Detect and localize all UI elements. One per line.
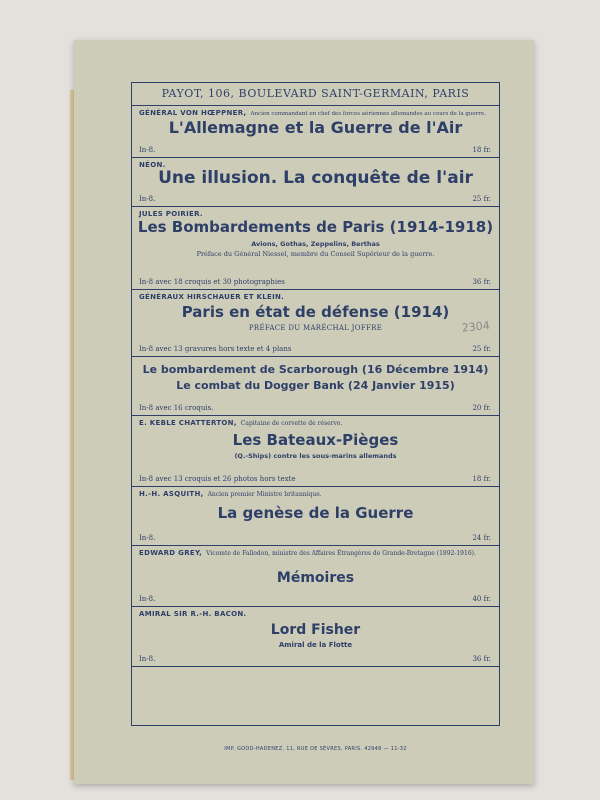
entry-subtitle: Amiral de la Flotte (278, 641, 353, 649)
entry-author: GÉNÉRAL VON HŒPPNER, (139, 109, 247, 117)
entry-note: Capitaine de corvette de réserve. (240, 420, 343, 427)
catalog-entry (132, 207, 499, 290)
entry-author: GÉNÉRAUX HIRSCHAUER ET KLEIN. (139, 293, 285, 301)
entry-price: 40 fr. (472, 595, 491, 603)
entry-format: In-8 avec 13 gravures hors texte et 4 plans (139, 345, 292, 353)
catalog-entry (132, 290, 499, 357)
catalog-entry (132, 158, 499, 207)
entry-note: Vicomte de Fallodon, ministre des Affaires Étrangères de Grande-Bretagne (1892-1916). (206, 550, 476, 557)
entry-format: In-8. (139, 195, 156, 203)
entry-author: H.-H. ASQUITH, (139, 490, 204, 498)
book-back-cover (74, 40, 534, 784)
catalog-entry (132, 546, 499, 607)
catalog-entry (132, 357, 499, 416)
entry-author: EDWARD GREY, (139, 549, 203, 557)
printer-imprint: IMP. GOOD-HADENEZ, 11, RUE DE SÈVRES, PARIS. 42948 — 11-32 (224, 746, 407, 752)
pencil-annotation: 2304 (461, 318, 491, 335)
entry-author: E. KEBLE CHATTERTON, (139, 419, 237, 427)
catalog-frame (131, 82, 500, 752)
entry-subtitle: (Q.-Ships) contre les sous-marins allemands (234, 452, 397, 460)
entry-title: Paris en état de défense (1914) (181, 303, 450, 321)
entry-format: In-8. (139, 655, 156, 663)
catalog-entry (132, 487, 499, 546)
entry-title: Les Bombardements de Paris (1914-1918) (137, 218, 494, 236)
entry-title: Mémoires (276, 570, 355, 586)
entry-price: 25 fr. (472, 345, 491, 353)
entry-title: La genèse de la Guerre (217, 504, 414, 522)
entry-title-line-2: Le combat du Dogger Bank (24 Janvier 1915) (176, 379, 455, 392)
entry-author: JULES POIRIER. (139, 210, 203, 218)
entry-format: In-8 avec 16 croquis. (139, 404, 214, 412)
entry-author: NÉON. (139, 161, 166, 169)
publisher-header: PAYOT, 106, BOULEVARD SAINT-GERMAIN, PARIS (132, 83, 499, 106)
entry-author: AMIRAL SIR R.-H. BACON. (139, 610, 247, 618)
entry-note: Ancien commandant en chef des forces aériennes allemandes au cours de la guerre. (250, 111, 486, 117)
entry-format: In-8. (139, 595, 156, 603)
entry-price: 18 fr. (472, 475, 491, 483)
entry-price: 24 fr. (472, 534, 491, 542)
entry-title: Lord Fisher (270, 622, 361, 638)
entry-title: L'Allemagne et la Guerre de l'Air (168, 118, 463, 137)
entry-format: In-8. (139, 146, 156, 154)
entry-format: In-8 avec 13 croquis et 26 photos hors texte (139, 475, 296, 483)
entry-format: In-8 avec 18 croquis et 30 photographies (139, 278, 285, 286)
entry-subtitle: PRÉFACE DU MARÉCHAL JOFFRE (248, 324, 383, 332)
entry-price: 36 fr. (472, 655, 491, 663)
entry-preface: Préface du Général Niessel, membre du Conseil Supérieur de la guerre. (196, 250, 435, 258)
entry-title: Le bombardement de Scarborough (16 Décembre 1914) (142, 363, 489, 376)
entry-format: In-8. (139, 534, 156, 542)
entry-title: Une illusion. La conquête de l'air (158, 168, 473, 188)
entry-title: Les Bateaux-Pièges (232, 431, 399, 449)
entry-price: 25 fr. (472, 195, 491, 203)
entry-price: 36 fr. (472, 278, 491, 286)
catalog-entry (132, 416, 499, 487)
entry-price: 18 fr. (472, 146, 491, 154)
catalog-entry (132, 607, 499, 667)
entry-note: Ancien premier Ministre britannique. (207, 491, 322, 498)
catalog-entry (132, 106, 499, 158)
entry-subtitle: Avions, Gothas, Zeppelins, Berthas (251, 240, 380, 248)
entry-price: 20 fr. (472, 404, 491, 412)
